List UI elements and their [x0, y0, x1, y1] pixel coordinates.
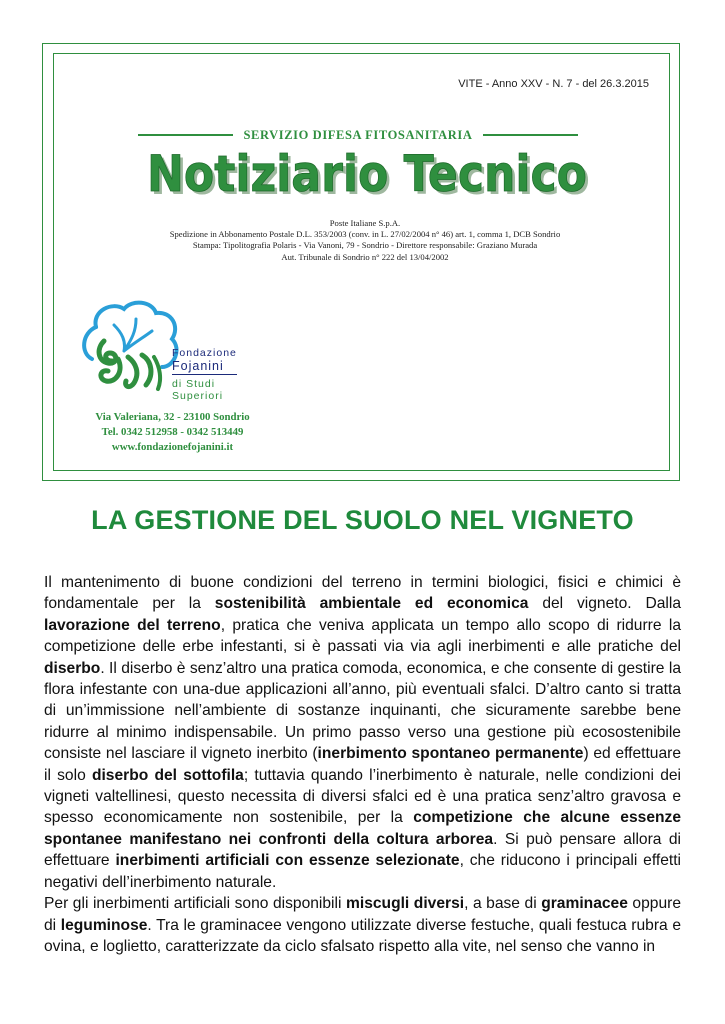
article-paragraph	[44, 572, 681, 893]
article-title: LA GESTIONE DEL SUOLO NEL VIGNETO	[91, 505, 634, 535]
masthead-logo	[138, 138, 598, 208]
text-run: oppure di	[44, 895, 681, 934]
text-run: del vigneto. Dalla	[528, 595, 681, 613]
text-run: . Tra le graminacee vengono utilizzate diverse festuche, quali festuca rubra e ovina, e loglietto, caratterizzate da ciclo sfalsato rispetto alla vite, nel senso che vanno in	[44, 916, 681, 955]
text-run: ; tuttavia quando l’inerbimento è naturale, nelle condizioni dei vigneti valtellinesi, questo necessita di diversi sfalci ed è una pratica senz’altro gravosa e spesso economicamente non sostenibile, per la	[44, 766, 682, 827]
phone: Tel. 0342 512958 - 0342 513449	[101, 426, 244, 438]
service-rule-right	[483, 134, 578, 136]
bold-run: sostenibilità ambientale ed economica	[214, 595, 529, 613]
bold-run: inerbimento spontaneo permanente	[317, 745, 584, 763]
text-run: . Si può pensare allora di effettuare	[44, 830, 681, 870]
bold-run: competizione che alcune essenze spontanee manifestano nei confronti della coltura arborea	[44, 809, 681, 848]
bold-run: miscugli diversi	[346, 895, 465, 913]
article-body	[44, 572, 681, 957]
service-rule-left	[138, 134, 233, 136]
foundation-line-2: Fojanini	[172, 359, 237, 375]
text-run: . Il diserbo è senz’altro una pratica comoda, economica, e che consente di gestire la flora infestante con una-due applicazioni all’anno, più eventuali sfalci. D’altro canto si tratta di un’immissione nell’ambiente di sostanze inquinanti, che sicuramente sarebbe bene ridurre al minimo indispensabile. Un primo passo verso una gestione più ecosostenibile consiste nel lasciare il vigneto inerbito (	[44, 659, 681, 763]
foundation-line-1: Fondazione	[172, 347, 237, 359]
text-run: Per gli inerbimenti artificiali sono disponibili	[44, 895, 346, 913]
postal-line: Spedizione in Abbonamento Postale D.L. 353/2003 (conv. in L. 27/02/2004 n° 46) art. 1, comma 1, DCB Sondrio	[169, 229, 561, 240]
masthead-title: Notiziario Tecnico	[147, 145, 587, 203]
bold-run: diserbo	[44, 659, 101, 677]
foundation-contacts	[70, 410, 275, 455]
text-run: Il mantenimento di buone condizioni del terreno in termini biologici, fisici e chimici è fondamentale per la	[44, 574, 681, 613]
masthead-wordmark	[138, 138, 598, 208]
service-name: SERVIZIO DIFESA FITOSANITARIA	[243, 127, 473, 142]
postal-line: Stampa: Tipolitografia Polaris - Via Vanoni, 79 - Sondrio - Direttore responsabile: Graziano Murada	[192, 240, 538, 251]
address: Via Valeriana, 32 - 23100 Sondrio	[95, 411, 250, 423]
text-run: ) ed effettuare il solo	[44, 745, 681, 784]
masthead-shadow: Notiziario Tecnico	[150, 148, 590, 206]
postal-info	[130, 218, 600, 263]
vine-leaf-icon	[74, 297, 184, 407]
foundation-line-3: di Studi	[172, 378, 216, 390]
bold-run: leguminose	[60, 916, 148, 934]
article-paragraph	[44, 893, 681, 957]
postal-line: Aut. Tribunale di Sondrio n° 222 del 13/04/2002	[281, 251, 449, 262]
text-run: , che riducono i principali effetti negativi dell’inerbimento naturale.	[44, 852, 682, 891]
website-link[interactable]: www.fondazionefojanini.it	[111, 441, 234, 453]
bold-run: inerbimenti artificiali con essenze selezionate	[115, 852, 460, 870]
text-run: , pratica che veniva applicata un tempo allo scopo di ridurre la competizione delle erbe infestanti, si è passati via via agli inerbimenti e alle pratiche del	[44, 616, 682, 656]
foundation-line-4: Superiori	[172, 390, 224, 402]
text-run: , a base di	[464, 895, 542, 913]
postal-line: Poste Italiane S.p.A.	[329, 218, 401, 228]
bold-run: diserbo del sottofila	[91, 766, 244, 784]
bold-run: graminacee	[541, 895, 628, 913]
bold-run: lavorazione del terreno	[44, 616, 221, 634]
issue-info: VITE - Anno XXV - N. 7 - del 26.3.2015	[458, 78, 649, 90]
foundation-name	[172, 347, 237, 402]
